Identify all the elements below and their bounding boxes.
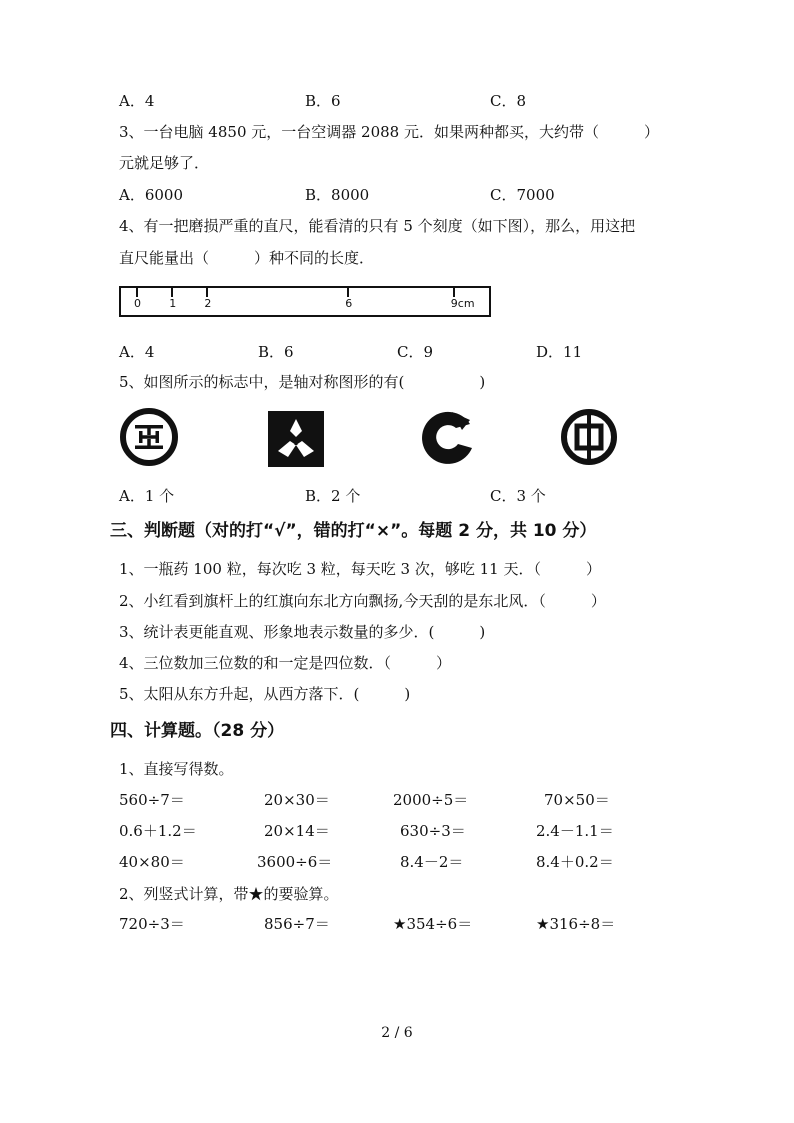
ruler-tick (453, 288, 455, 297)
ruler-tick-label: 2 (204, 297, 212, 310)
q5-option-c: C．3 个 (490, 487, 546, 505)
q4-line1: 4、有一把磨损严重的直尺，能看清的只有 5 个刻度（如下图），那么，用这把 (119, 217, 636, 235)
calc-sub2: 2、列竖式计算，带★的要验算。 (119, 885, 339, 903)
calc-cell: 20×30＝ (264, 791, 330, 809)
ruler-tick (347, 288, 349, 297)
ruler-tick (136, 288, 138, 297)
calc-cell: 560÷7＝ (119, 791, 185, 809)
option-a: A．4 (119, 92, 155, 110)
q3-option-c: C．7000 (490, 186, 555, 204)
calc-cell: 8.4－2＝ (400, 853, 464, 871)
q5-option-a: A．1 个 (119, 487, 175, 505)
q3-line2: 元就足够了． (119, 154, 210, 172)
option-c: C．8 (490, 92, 527, 110)
section3-heading: 三、判断题（对的打“√”，错的打“×”。每题 2 分，共 10 分） (110, 521, 597, 541)
bank-logo-ring-icon (119, 407, 179, 467)
calc-cell: 2000÷5＝ (393, 791, 469, 809)
section4-heading: 四、计算题。（28 分） (110, 721, 285, 741)
vertical-calc-cell: ★354÷6＝ (393, 915, 473, 933)
calc-cell: 40×80＝ (119, 853, 185, 871)
q4-line2: 直尺能量出（ ）种不同的长度． (119, 249, 375, 267)
q5-line1: 5、如图所示的标志中，是轴对称图形的有( ) (119, 373, 486, 391)
q5-option-b: B．2 个 (305, 487, 361, 505)
q4-option-d: D．11 (536, 343, 583, 361)
ruler (119, 286, 491, 317)
ruler-tick-label: 0 (134, 297, 141, 310)
ruler-tick-label: 1 (169, 297, 177, 310)
judge-item-1: 1、一瓶药 100 粒，每次吃 3 粒，每天吃 3 次，够吃 11 天．（ ） (119, 560, 601, 578)
judge-item-3: 3、统计表更能直观、形象地表示数量的多少．( ) (119, 623, 486, 641)
vertical-calc-cell: 856÷7＝ (264, 915, 330, 933)
calc-cell: 0.6＋1.2＝ (119, 822, 197, 840)
calc-cell: 20×14＝ (264, 822, 330, 840)
q4-option-c: C．9 (397, 343, 434, 361)
q3-option-b: B．8000 (305, 186, 370, 204)
coin-logo-icon (560, 408, 618, 466)
calc-cell: 8.4＋0.2＝ (536, 853, 614, 871)
q4-option-a: A．4 (119, 343, 155, 361)
judge-item-2: 2、小红看到旗杆上的红旗向东北方向飘扬,今天刮的是东北风．（ ） (119, 592, 606, 610)
calc-cell: 630÷3＝ (400, 822, 466, 840)
q4-option-b: B．6 (258, 343, 294, 361)
judge-item-4: 4、三位数加三位数的和一定是四位数．（ ） (119, 654, 452, 672)
ruler-tick-label: 9cm (450, 297, 475, 310)
calc-cell: 2.4－1.1＝ (536, 822, 614, 840)
ruler-tick (206, 288, 208, 297)
c-shape-logo-icon (418, 408, 478, 468)
tri-leaf-logo-icon (268, 411, 324, 467)
ruler-tick-label: 6 (345, 297, 353, 310)
page-number: 2 / 6 (381, 1025, 413, 1041)
ruler-tick (171, 288, 173, 297)
vertical-calc-cell: 720÷3＝ (119, 915, 185, 933)
option-b: B．6 (305, 92, 341, 110)
calc-cell: 70×50＝ (544, 791, 610, 809)
calc-sub1: 1、直接写得数。 (119, 760, 234, 778)
vertical-calc-cell: ★316÷8＝ (536, 915, 616, 933)
judge-item-5: 5、太阳从东方升起，从西方落下．( ) (119, 685, 411, 703)
q3-line1: 3、一台电脑 4850 元，一台空调器 2088 元．如果两种都买，大约带（ ） (119, 123, 659, 141)
calc-cell: 3600÷6＝ (257, 853, 333, 871)
q3-option-a: A．6000 (119, 186, 184, 204)
